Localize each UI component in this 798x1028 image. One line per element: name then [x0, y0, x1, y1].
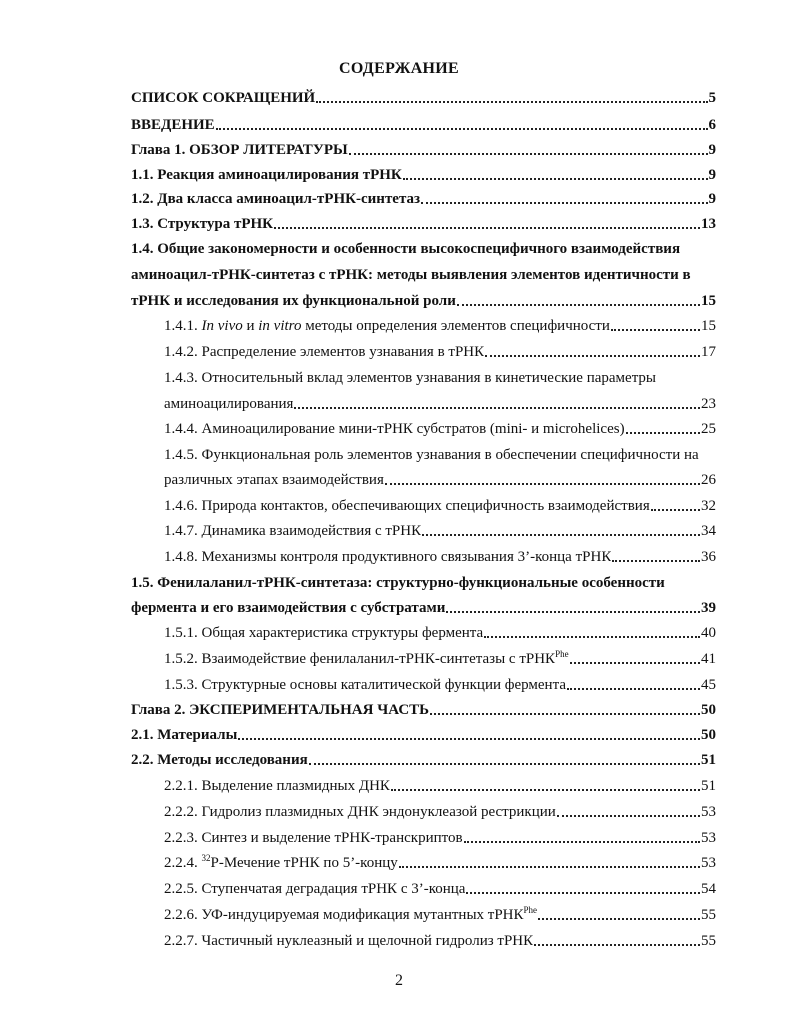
toc-entry: [164, 470, 716, 490]
toc-entry: [131, 88, 716, 108]
toc-entry: [164, 496, 716, 516]
toc-entry-title: 2.2.5. Ступенчатая деградация тРНК с 3’-конца: [164, 881, 466, 897]
toc-entry-page: 15: [701, 293, 716, 309]
toc-entry-page: 9: [708, 167, 716, 183]
toc-entry-title: 1.4.1. In vivo и in vitro методы определения элементов специфичности: [164, 318, 610, 334]
toc-entry-line: 1.4.3. Относительный вклад элементов узнавания в кинетические параметры: [164, 370, 657, 386]
toc-entry-page: 41: [701, 651, 716, 667]
toc-entry-title: 1.4.8. Механизмы контроля продуктивного связывания 3’-конца тРНК: [164, 549, 612, 565]
toc-entry: [131, 725, 716, 745]
toc-entry-title: 1.5.3. Структурные основы каталитической функции фермента: [164, 677, 566, 693]
toc-entry: [164, 521, 716, 541]
toc-entry: [131, 140, 716, 160]
toc-entry-page: 26: [701, 472, 716, 488]
toc-entry-title: 1.5.1. Общая характеристика структуры фермента: [164, 625, 484, 641]
toc-entry-line: 1.4. Общие закономерности и особенности высокоспецифичного взаимодействия: [131, 241, 681, 257]
toc-entry-title: 2.2.1. Выделение плазмидных ДНК: [164, 778, 390, 794]
toc-entry-title: 2.2.3. Синтез и выделение тРНК-транскриптов: [164, 830, 463, 846]
toc-entry: [164, 905, 716, 925]
toc-entry-page: 51: [701, 752, 716, 768]
toc-entry-page: 6: [708, 117, 716, 133]
toc-entry: [164, 623, 716, 643]
toc-entry-page: 15: [701, 318, 716, 334]
toc-entry: [164, 802, 716, 822]
toc-entry-title: СПИСОК СОКРАЩЕНИЙ: [131, 90, 316, 106]
toc-entry-title: аминоацилирования: [164, 396, 294, 412]
toc-entry-page: 50: [701, 727, 716, 743]
toc-entry-page: 53: [701, 855, 716, 871]
toc-entry: [131, 291, 716, 311]
toc-entry-title: 1.4.2. Распределение элементов узнавания в тРНК: [164, 344, 485, 360]
toc-entry-line: аминоацил-тРНК-синтетаз с тРНК: методы выявления элементов идентичности в: [131, 267, 691, 283]
toc-entry: [164, 776, 716, 796]
toc-entry: [164, 547, 716, 567]
toc-entry-page: 53: [701, 804, 716, 820]
toc-entry: [164, 342, 716, 362]
toc-entry-page: 55: [701, 907, 716, 923]
toc-entry: [131, 189, 716, 209]
toc-entry-title: 1.4.6. Природа контактов, обеспечивающих специфичность взаимодействия: [164, 498, 650, 514]
toc-entry-title: ВВЕДЕНИЕ: [131, 117, 215, 133]
toc-entry: [131, 700, 716, 720]
toc-entry: [164, 931, 716, 951]
toc-entry: [164, 853, 716, 873]
toc-entry-title: Глава 2. ЭКСПЕРИМЕНТАЛЬНАЯ ЧАСТЬ: [131, 702, 430, 718]
toc-entry-page: 50: [701, 702, 716, 718]
toc-entry: [164, 394, 716, 414]
toc-entry-title: 1.4.7. Динамика взаимодействия с тРНК: [164, 523, 422, 539]
toc-entry-page: 34: [701, 523, 716, 539]
toc-entry: [131, 214, 716, 234]
toc-entry-page: 51: [701, 778, 716, 794]
toc-entry-title: 2.2.2. Гидролиз плазмидных ДНК эндонуклеазой рестрикции: [164, 804, 556, 820]
toc-entry-page: 53: [701, 830, 716, 846]
toc-entry-page: 23: [701, 396, 716, 412]
toc-entry-title: 2.2. Методы исследования: [131, 752, 308, 768]
toc-entry-line: 1.4.5. Функциональная роль элементов узнавания в обеспечении специфичности на: [164, 447, 699, 463]
toc-entry: [131, 115, 716, 135]
toc-entry: [131, 165, 716, 185]
toc-entry-page: 40: [701, 625, 716, 641]
toc-entry: [164, 419, 716, 439]
toc-entry-page: 32: [701, 498, 716, 514]
toc-entry-title: 2.2.4. $^{32}$Р-Мечение тРНК по 5’-концу: [164, 853, 398, 871]
toc-entry-title: тРНК и исследования их функциональной роли: [131, 293, 456, 309]
toc-entry-page: 9: [708, 191, 716, 207]
toc-entry-title: 2.1. Материалы: [131, 727, 238, 743]
toc-entry-title: Глава 1. ОБЗОР ЛИТЕРАТУРЫ: [131, 142, 348, 158]
toc-entry-title: 1.1. Реакция аминоацилирования тРНК: [131, 167, 402, 183]
toc-entry-title: 1.2. Два класса аминоацил-тРНК-синтетаз: [131, 191, 421, 207]
toc-entry: [164, 316, 716, 336]
toc-entry-page: 13: [701, 216, 716, 232]
toc-entry-line: 1.5. Фенилаланил-тРНК-синтетаза: структурно-функциональные особенности: [131, 575, 665, 591]
page-number: 2: [395, 972, 403, 989]
toc-entry-page: 9: [708, 142, 716, 158]
toc-entry: [164, 675, 716, 695]
page-title: СОДЕРЖАНИЕ: [338, 60, 460, 77]
toc-entry: [164, 879, 716, 899]
toc-entry-page: 54: [701, 881, 716, 897]
toc-entry-title: различных этапах взаимодействия: [164, 472, 384, 488]
toc-entry-page: 17: [701, 344, 716, 360]
toc-entry-title: фермента и его взаимодействия с субстратами: [131, 600, 446, 616]
toc-entry-page: 39: [701, 600, 716, 616]
toc-entry: [164, 649, 716, 669]
toc-entry-page: 36: [701, 549, 716, 565]
toc-entry-title: 1.4.4. Аминоацилирование мини-тРНК субстратов (mini- и microhelices): [164, 421, 625, 437]
toc-entry-title: 2.2.7. Частичный нуклеазный и щелочной гидролиз тРНК: [164, 933, 534, 949]
toc-entry-page: 45: [701, 677, 716, 693]
toc-entry: [164, 828, 716, 848]
toc-entry-page: 55: [701, 933, 716, 949]
toc-entry: [131, 750, 716, 770]
toc-entry-title: 2.2.6. УФ-индуцируемая модификация мутантных тРНК$^{Phe}$: [164, 905, 538, 923]
toc-entry-title: 1.3. Структура тРНК: [131, 216, 274, 232]
toc-entry-title: 1.5.2. Взаимодействие фенилаланил-тРНК-синтетазы с тРНК$^{Phe}$: [164, 649, 569, 667]
toc-entry-page: 25: [701, 421, 716, 437]
toc-entry-page: 5: [708, 90, 716, 106]
toc-entry: [131, 598, 716, 618]
